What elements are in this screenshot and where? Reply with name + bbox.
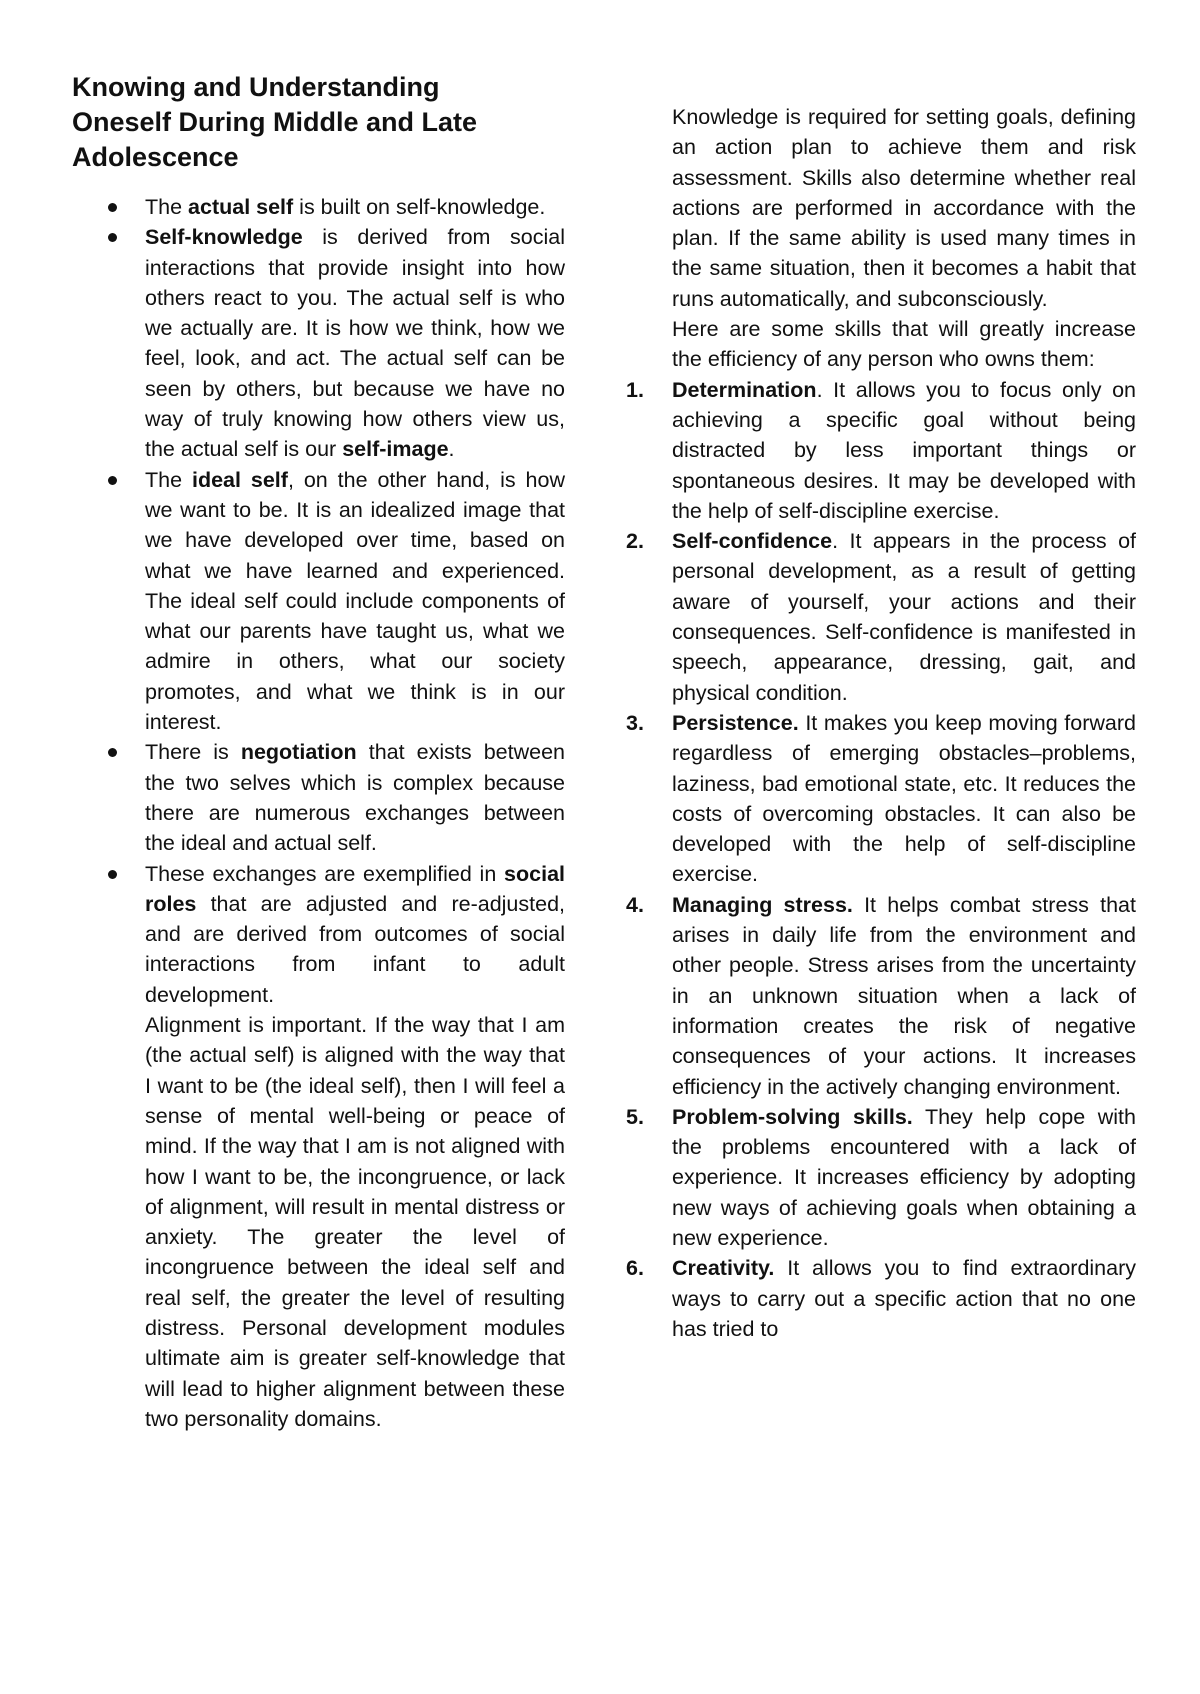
- bullet-text: The ideal self, on the other hand, is how we want to be. It is an idealized image that we have developed over time, based on what we have learned and experienced. The ideal self could include components of what our parents have taught us, what we admire in others, what our society promotes, and what we think is in our interest.: [145, 467, 565, 735]
- skill-text: Managing stress. It helps combat stress that arises in daily life from the environment and other people. Stress arises from the uncertainty in an unknown situation when a lack of information creates the risk of negative consequences of your actions. It increases efficiency in the actively changing environment.: [672, 892, 1136, 1099]
- bullet-text: The actual self is built on self-knowledge.: [145, 195, 546, 219]
- bullet-item-ideal-self: [72, 465, 565, 738]
- list-number: 3.: [626, 710, 644, 735]
- bullet-text: These exchanges are exemplified in social roles that are adjusted and re-adjusted, and are derived from outcomes of social interactions from infant to adult development.: [145, 861, 565, 1007]
- bullet-icon: [108, 748, 117, 757]
- skill-item-managing-stress: [626, 890, 1136, 1102]
- list-number: 5.: [626, 1104, 644, 1129]
- skill-text: Determination. It allows you to focus only on achieving a specific goal without being distracted by less important things or spontaneous desires. It may be developed with the help of self-discipline exercise.: [672, 377, 1136, 523]
- bullet-icon: [108, 476, 117, 485]
- intro-paragraph: Knowledge is required for setting goals, defining an action plan to achieve them and risk assessment. Skills also determine whether real actions are performed in accordance with the plan. If the same ability is used many times in the same situation, then it becomes a habit that runs automatically, and subconsciously.: [672, 105, 1136, 311]
- skill-text: Self-confidence. It appears in the process of personal development, as a result of getting aware of yourself, your actions and their consequences. Self-confidence is manifested in speech, appearance, dressing, gait, and physical condition.: [672, 529, 1136, 705]
- list-number: 6.: [626, 1256, 644, 1281]
- bullet-text: Self-knowledge is derived from social interactions that provide insight into how others react to you. The actual self is who we actually are. It is how we think, how we feel, look, and act. The actual self can be seen by others, but because we have no way of truly knowing how others view us, the actual self is our self-image.: [145, 225, 565, 462]
- page-title: Knowing and Understanding Oneself During Middle and Late Adolescence: [72, 72, 478, 172]
- skill-item-determination: [626, 375, 1136, 526]
- bullet-text: There is negotiation that exists between the two selves which is complex because there are numerous exchanges between the ideal and actual self.: [145, 740, 565, 856]
- bullet-item-social-roles: [72, 859, 565, 1010]
- bullet-icon: [108, 203, 117, 212]
- skill-text: Creativity. It allows you to find extraordinary ways to carry out a specific action that no one has tried to: [672, 1256, 1136, 1341]
- bullet-icon: [108, 233, 117, 242]
- skill-text: Persistence. It makes you keep moving forward regardless of emerging obstacles–problems, laziness, bad emotional state, etc. It reduces the costs of overcoming obstacles. It can also be developed with the help of self-discipline exercise.: [672, 710, 1136, 887]
- skill-item-self-confidence: [626, 526, 1136, 708]
- skill-item-creativity: [626, 1253, 1136, 1344]
- skill-item-persistence: [626, 708, 1136, 890]
- skill-item-problem-solving: [626, 1102, 1136, 1253]
- bullet-item-actual-self: [72, 192, 565, 222]
- right-column: [626, 102, 1136, 1344]
- list-number: 1.: [626, 377, 644, 402]
- list-number: 2.: [626, 529, 644, 554]
- bullet-item-self-knowledge: [72, 222, 565, 464]
- intro-paragraph-2: Here are some skills that will greatly increase the efficiency of any person who owns them:: [672, 317, 1136, 372]
- bullet-icon: [108, 870, 117, 879]
- alignment-paragraph: Alignment is important. If the way that I am (the actual self) is aligned with the way that I want to be (the ideal self), then I will feel a sense of mental well-being or peace of mind. If the way that I am is not aligned with how I want to be, the incongruence, or lack of alignment, will result in mental distress or anxiety. The greater the level of incongruence between the ideal self and real self, the greater the level of resulting distress. Personal development modules ultimate aim is greater self-knowledge that will lead to higher alignment between these two personality domains.: [145, 1013, 565, 1431]
- left-column: [72, 192, 565, 1434]
- skill-text: Problem-solving skills. They help cope with the problems encountered with a lack of experience. It increases efficiency by adopting new ways of achieving goals when obtaining a new experience.: [672, 1104, 1136, 1250]
- list-number: 4.: [626, 892, 644, 917]
- bullet-item-negotiation: [72, 737, 565, 858]
